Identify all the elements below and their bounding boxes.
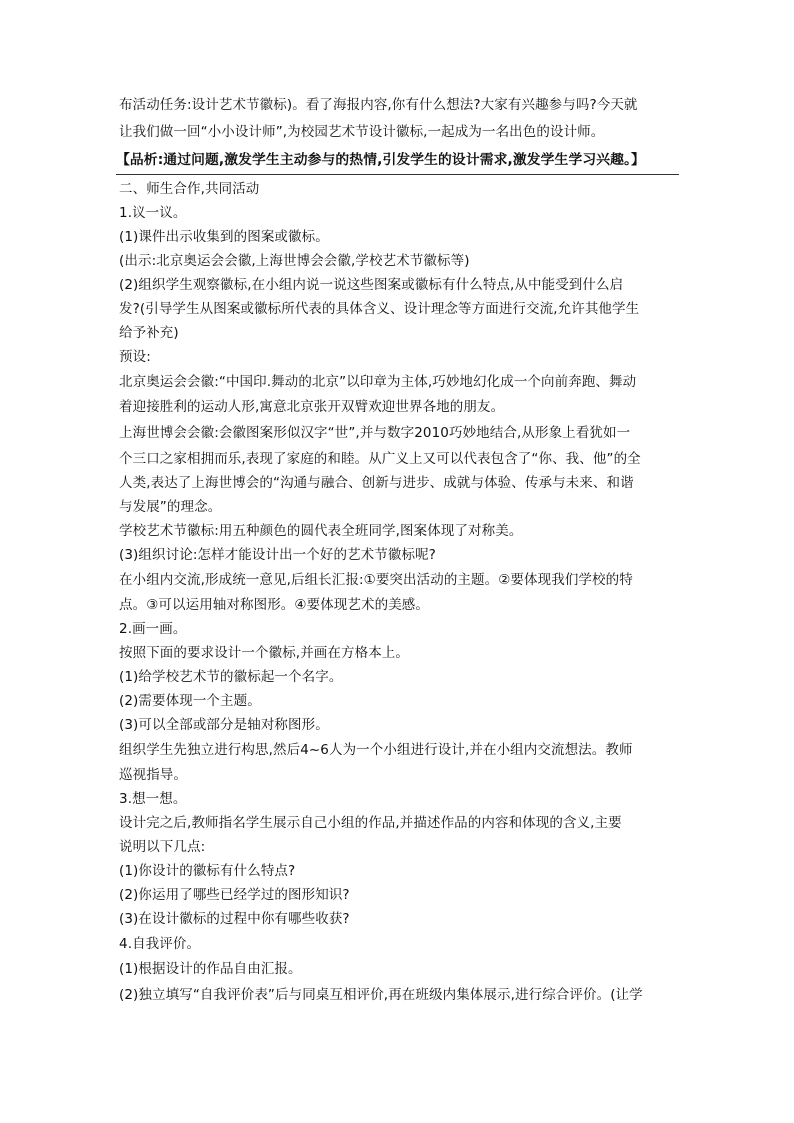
text-line: (3)在设计徽标的过程中你有哪些收获? [119,911,350,927]
text-line: 让我们做一回“小小设计师”,为校园艺术节设计徽标,一起成为一名出色的设计师。 [119,124,605,140]
step-heading: 4.自我评价。 [119,936,201,952]
text-line: 北京奥运会会徽:“中国印.舞动的北京”以印章为主体,巧妙地幻化成一个向前奔跑、舞动 [119,374,637,390]
text-line: 巡视指导。 [119,767,187,783]
text-line: (1)根据设计的作品自由汇报。 [119,961,302,977]
text-line: 预设: [119,349,151,365]
text-line: 与发展”的理念。 [119,499,222,515]
text-line: 学校艺术节徽标:用五种颜色的圆代表全班同学,图案体现了对称美。 [119,523,523,539]
divider-line [116,174,679,175]
step-heading: 2.画一画。 [119,621,187,637]
step-heading: 3.想一想。 [119,791,187,807]
text-line: 按照下面的要求设计一个徽标,并画在方格本上。 [119,645,409,661]
text-line: (出示:北京奥运会会徽,上海世博会会徽,学校艺术节徽标等) [119,253,470,269]
section-heading: 二、师生合作,共同活动 [119,181,260,197]
text-line: 个三口之家相拥而乐,表现了家庭的和睦。从广义上又可以代表包含了“你、我、他”的全 [119,451,641,467]
text-line: (2)组织学生观察徽标,在小组内说一说这些图案或徽标有什么特点,从中能受到什么启 [119,277,624,293]
text-line: 组织学生先独立进行构思,然后4~6人为一个小组进行设计,并在小组内交流想法。教师 [119,742,633,758]
text-line: 着迎接胜利的运动人形,寓意北京张开双臂欢迎世界各地的朋友。 [119,399,505,415]
analysis-note: 【品析:通过问题,激发学生主动参与的热情,引发学生的设计需求,激发学生学习兴趣。】 [116,152,645,168]
text-line: 说明以下几点: [119,839,206,855]
text-line: (1)给学校艺术节的徽标起一个名字。 [119,669,343,685]
text-line: 在小组内交流,形成统一意见,后组长汇报:①要突出活动的主题。②要体现我们学校的特 [119,572,633,588]
text-line: 给予补充) [119,325,179,341]
text-line: (1)课件出示收集到的图案或徽标。 [119,229,329,245]
step-heading: 1.议一议。 [119,205,187,221]
text-line: (2)你运用了哪些已经学过的图形知识? [119,887,350,903]
text-line: (1)你设计的徽标有什么特点? [119,863,296,879]
text-line: 点。③可以运用轴对称图形。④要体现艺术的美感。 [119,597,430,613]
text-line: 布活动任务:设计艺术节徽标)。看了海报内容,你有什么想法?大家有兴趣参与吗?今天就 [119,97,638,113]
text-line: (3)可以全部或部分是轴对称图形。 [119,717,329,733]
text-line: 设计完之后,教师指名学生展示自己小组的作品,并描述作品的内容和体现的含义,主要 [119,815,622,831]
text-line: 上海世博会会徽:会徽图案形似汉字“世”,并与数字2010巧妙地结合,从形象上看犹如一 [119,425,631,441]
text-line: 人类,表达了上海世博会的“沟通与融合、创新与进步、成就与体验、传承与未来、和谐 [119,475,634,491]
text-line: (3)组织讨论:怎样才能设计出一个好的艺术节徽标呢? [119,547,436,563]
text-line: 发?(引导学生从图案或徽标所代表的具体含义、设计理念等方面进行交流,允许其他学生 [119,301,640,317]
text-line: (2)需要体现一个主题。 [119,693,261,709]
text-line: (2)独立填写“自我评价表”后与同桌互相评价,再在班级内集体展示,进行综合评价。(让学 [119,987,643,1003]
